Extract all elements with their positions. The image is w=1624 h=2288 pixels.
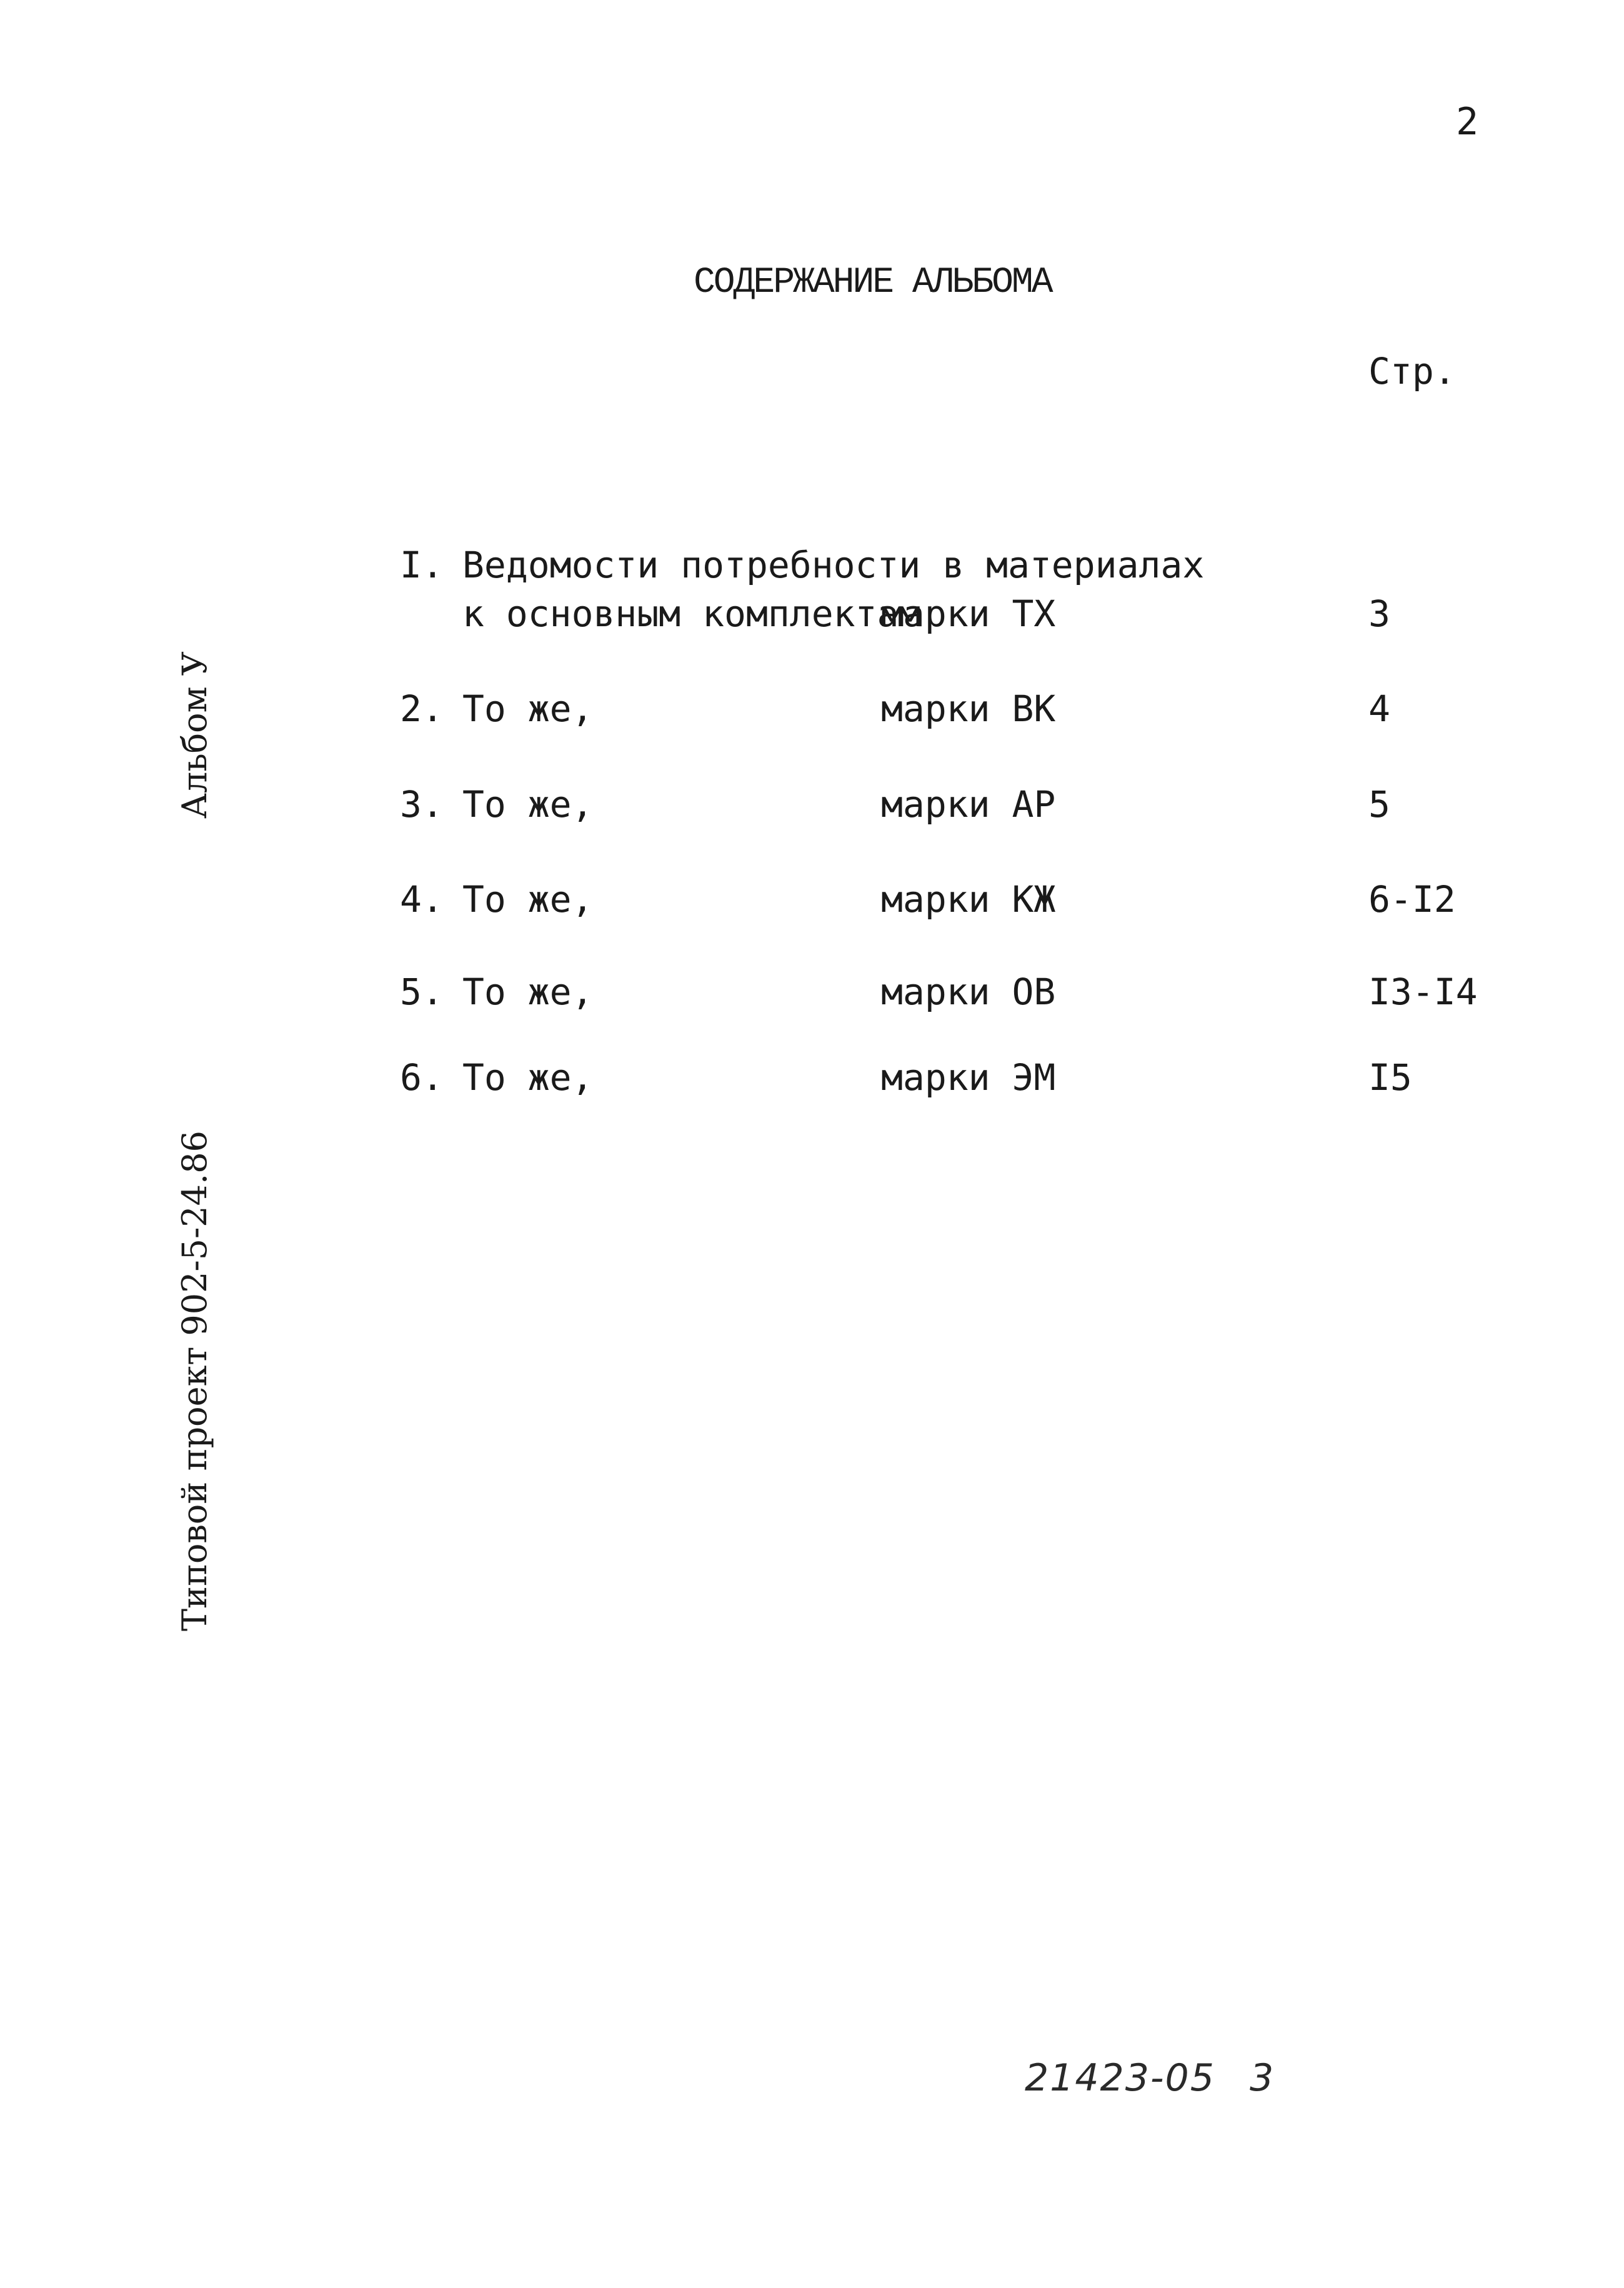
- toc-item-number: 4.: [400, 878, 444, 921]
- toc-item-text: То же,: [462, 783, 594, 826]
- toc-item-page: 4: [1368, 687, 1390, 730]
- toc-item-text: То же,: [462, 971, 594, 1013]
- stamp-code: 21423-05: [1025, 2056, 1215, 2100]
- toc-item-text: То же,: [462, 687, 594, 730]
- page-title: СОДЕРЖАНИЕ АЛЬБОМА: [694, 262, 1052, 303]
- toc-item-number: 5.: [400, 971, 444, 1013]
- toc-item-page: 3: [1368, 592, 1390, 635]
- toc-item-page: 6-I2: [1368, 878, 1456, 921]
- toc-item-page: I3-I4: [1368, 971, 1478, 1013]
- toc-item-mark: марки АР: [881, 783, 1056, 826]
- page-column-header: Стр.: [1368, 350, 1456, 392]
- toc-item-mark: марки КЖ: [881, 878, 1056, 921]
- toc-item-number: 6.: [400, 1056, 444, 1099]
- toc-item-number: 3.: [400, 783, 444, 826]
- toc-item-page: I5: [1368, 1056, 1412, 1099]
- toc-item-page: 5: [1368, 783, 1390, 826]
- toc-item-mark: марки ЭМ: [881, 1056, 1056, 1099]
- toc-item-text: Ведомости потребности в материалах: [462, 544, 1205, 586]
- toc-item-mark: марки ВК: [881, 687, 1056, 730]
- toc-item-text-continued: к основным комплектам: [462, 592, 921, 635]
- toc-item-text: То же,: [462, 878, 594, 921]
- toc-item-mark: марки ОВ: [881, 971, 1056, 1013]
- stamp-sheet-number: 3: [1250, 2056, 1274, 2100]
- page-number: 2: [1456, 100, 1479, 144]
- side-label-project: Типовой проект 902-5-24.86: [175, 1131, 214, 1631]
- toc-item-text: То же,: [462, 1056, 594, 1099]
- toc-item-mark: марки ТХ: [881, 592, 1056, 635]
- toc-item-number: I.: [400, 544, 444, 586]
- side-label-album: Альбом У: [175, 651, 214, 819]
- toc-item-number: 2.: [400, 687, 444, 730]
